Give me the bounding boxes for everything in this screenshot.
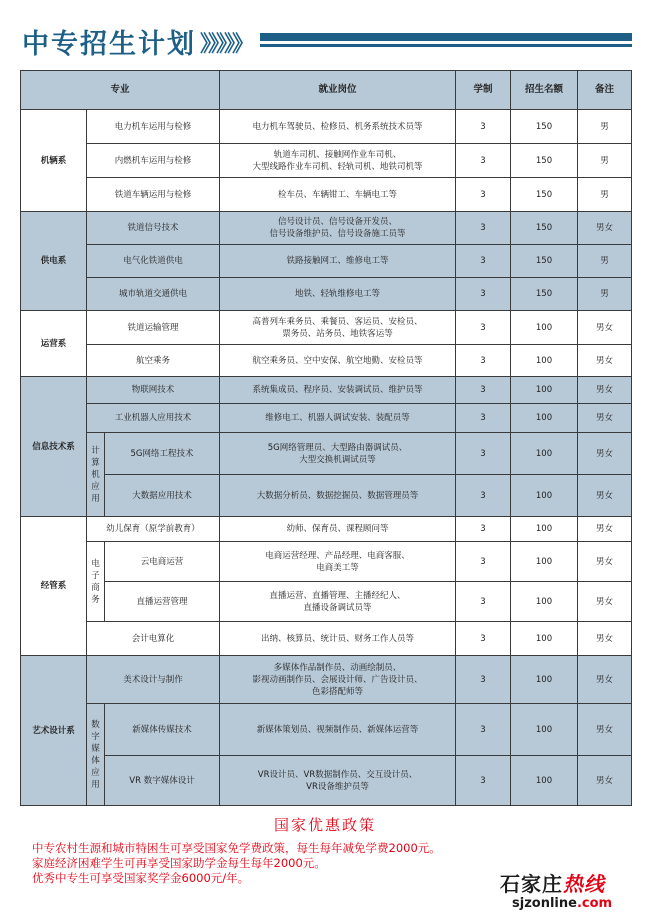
table-row (21, 278, 632, 311)
policy-title: 国家优惠政策 (273, 816, 376, 834)
major-cell: 铁道运输管理 (87, 311, 220, 345)
major-cell: 直播运营管理 (105, 582, 220, 622)
years-cell: 3 (456, 475, 511, 517)
remark-cell: 男女 (578, 622, 632, 656)
remark-cell: 男女 (578, 345, 632, 377)
table-row (21, 622, 632, 656)
quota-cell: 100 (511, 756, 578, 806)
subgroup-ecommerce: 电子商务 (87, 542, 105, 622)
policy-line: 家庭经济困难学生可再享受国家助学金每生每年2000元。 (32, 856, 326, 870)
table-row (21, 144, 632, 178)
table-row (21, 212, 632, 245)
header-remark: 备注 (578, 71, 632, 110)
quota-cell: 150 (511, 245, 578, 278)
quota-cell: 100 (511, 517, 578, 542)
table-row (21, 245, 632, 278)
remark-cell: 男女 (578, 377, 632, 404)
header-jobs: 就业岗位 (220, 71, 456, 110)
years-cell: 3 (456, 110, 511, 144)
quota-cell: 150 (511, 278, 578, 311)
table-header-row (21, 71, 632, 110)
table-row (21, 475, 632, 517)
remark-cell: 男 (578, 110, 632, 144)
remark-cell: 男女 (578, 517, 632, 542)
jobs-cell: 检车员、车辆钳工、车辆电工等 (220, 178, 456, 212)
table-row (21, 178, 632, 212)
years-cell: 3 (456, 622, 511, 656)
jobs-cell: 直播运营、直播管理、主播经纪人、 直播设备调试员等 (220, 582, 456, 622)
years-cell: 3 (456, 212, 511, 245)
major-cell: 铁道信号技术 (87, 212, 220, 245)
major-cell: 美术设计与制作 (87, 656, 220, 704)
watermark-logo-red: 热线 (563, 872, 605, 896)
page-title: 中专招生计划 (22, 29, 196, 60)
major-cell: VR 数字媒体设计 (105, 756, 220, 806)
major-cell: 内燃机车运用与检修 (87, 144, 220, 178)
table-row (21, 404, 632, 433)
watermark-site (512, 896, 612, 911)
jobs-cell: 维修电工、机器人调试安装、装配员等 (220, 404, 456, 433)
remark-cell: 男女 (578, 656, 632, 704)
quota-cell: 100 (511, 404, 578, 433)
dept-jiliang: 机辆系 (21, 110, 87, 212)
table-row (21, 345, 632, 377)
major-cell: 会计电算化 (87, 622, 220, 656)
jobs-cell: 多媒体作品制作员、动画绘制员、 影视动画制作员、会展设计师、广告设计员、 色彩搭配师等 (220, 656, 456, 704)
title-bar-thick (260, 33, 632, 41)
remark-cell: 男 (578, 178, 632, 212)
remark-cell: 男女 (578, 433, 632, 475)
watermark-site-red: .com (576, 896, 613, 911)
header-quota: 招生名额 (511, 71, 578, 110)
remark-cell: 男 (578, 144, 632, 178)
enrollment-table (20, 70, 632, 806)
dept-yishu: 艺术设计系 (21, 656, 87, 806)
major-cell: 物联网技术 (87, 377, 220, 404)
quota-cell: 100 (511, 475, 578, 517)
table-row (21, 311, 632, 345)
jobs-cell: 新媒体策划员、视频制作员、新媒体运营等 (220, 704, 456, 756)
years-cell: 3 (456, 144, 511, 178)
quota-cell: 150 (511, 110, 578, 144)
years-cell: 3 (456, 377, 511, 404)
years-cell: 3 (456, 345, 511, 377)
jobs-cell: 电力机车驾驶员、检修员、机务系统技术员等 (220, 110, 456, 144)
dept-yunying: 运营系 (21, 311, 87, 377)
years-cell: 3 (456, 542, 511, 582)
watermark-logo-black: 石家庄 (500, 872, 563, 896)
remark-cell: 男女 (578, 582, 632, 622)
header-years: 学制 (456, 71, 511, 110)
watermark-site-black: sjzonline (512, 896, 577, 911)
major-cell: 5G网络工程技术 (105, 433, 220, 475)
jobs-cell: 信号设计员、信号设备开发员、 信号设备维护员、信号设备施工员等 (220, 212, 456, 245)
dept-xinxi: 信息技术系 (21, 377, 87, 517)
subgroup-digital-media: 数字媒体应用 (87, 704, 105, 806)
years-cell: 3 (456, 433, 511, 475)
major-cell: 工业机器人应用技术 (87, 404, 220, 433)
jobs-cell: 地铁、轻轨维修电工等 (220, 278, 456, 311)
remark-cell: 男女 (578, 542, 632, 582)
jobs-cell: 航空乘务员、空中安保、航空地勤、安检员等 (220, 345, 456, 377)
policy-line: 优秀中专生可享受国家奖学金6000元/年。 (32, 871, 250, 885)
quota-cell: 100 (511, 622, 578, 656)
major-cell: 新媒体传媒技术 (105, 704, 220, 756)
title-bar-thin (260, 44, 632, 47)
subgroup-computer: 计算机应用 (87, 433, 105, 517)
quota-cell: 100 (511, 433, 578, 475)
remark-cell: 男女 (578, 756, 632, 806)
dept-gongdian: 供电系 (21, 212, 87, 311)
remark-cell: 男 (578, 278, 632, 311)
table-row (21, 433, 632, 475)
years-cell: 3 (456, 404, 511, 433)
table-row (21, 704, 632, 756)
quota-cell: 100 (511, 377, 578, 404)
major-cell: 城市轨道交通供电 (87, 278, 220, 311)
years-cell: 3 (456, 704, 511, 756)
quota-cell: 100 (511, 582, 578, 622)
remark-cell: 男女 (578, 404, 632, 433)
table-row (21, 582, 632, 622)
major-cell: 航空乘务 (87, 345, 220, 377)
header-major: 专业 (21, 71, 220, 110)
years-cell: 3 (456, 517, 511, 542)
quota-cell: 150 (511, 178, 578, 212)
major-cell: 铁道车辆运用与检修 (87, 178, 220, 212)
remark-cell: 男女 (578, 311, 632, 345)
quota-cell: 150 (511, 144, 578, 178)
jobs-cell: 铁路接触网工、维修电工等 (220, 245, 456, 278)
remark-cell: 男女 (578, 704, 632, 756)
years-cell: 3 (456, 311, 511, 345)
quota-cell: 100 (511, 542, 578, 582)
major-cell: 电气化铁道供电 (87, 245, 220, 278)
table-row (21, 756, 632, 806)
dept-jingguan: 经管系 (21, 517, 87, 656)
major-cell: 幼儿保育（原学前教育） (87, 517, 220, 542)
years-cell: 3 (456, 582, 511, 622)
table-row (21, 377, 632, 404)
jobs-cell: 系统集成员、程序员、安装调试员、维护员等 (220, 377, 456, 404)
jobs-cell: 高普列车乘务员、乘餐员、客运员、安检员、 票务员、站务员、地铁客运等 (220, 311, 456, 345)
quota-cell: 100 (511, 656, 578, 704)
major-cell: 大数据应用技术 (105, 475, 220, 517)
table-row (21, 656, 632, 704)
policy-line: 中专农村生源和城市特困生可享受国家免学费政策，每生每年减免学费2000元。 (32, 841, 441, 855)
remark-cell: 男 (578, 245, 632, 278)
remark-cell: 男女 (578, 475, 632, 517)
jobs-cell: 5G网络管理员、大型路由器调试员、 大型交换机调试员等 (220, 433, 456, 475)
watermark-logo (500, 868, 605, 897)
years-cell: 3 (456, 656, 511, 704)
jobs-cell: 出纳、核算员、统计员、财务工作人员等 (220, 622, 456, 656)
remark-cell: 男女 (578, 212, 632, 245)
major-cell: 云电商运营 (105, 542, 220, 582)
quota-cell: 100 (511, 345, 578, 377)
table-row (21, 517, 632, 542)
jobs-cell: 轨道车司机、接触网作业车司机、 大型线路作业车司机、轻轨司机、地铁司机等 (220, 144, 456, 178)
quota-cell: 100 (511, 704, 578, 756)
quota-cell: 100 (511, 311, 578, 345)
jobs-cell: 幼师、保育员、课程顾问等 (220, 517, 456, 542)
major-cell: 电力机车运用与检修 (87, 110, 220, 144)
years-cell: 3 (456, 756, 511, 806)
quota-cell: 150 (511, 212, 578, 245)
years-cell: 3 (456, 178, 511, 212)
jobs-cell: 电商运营经理、产品经理、电商客服、 电商美工等 (220, 542, 456, 582)
chevron-decoration: 》》》》》 (200, 32, 252, 57)
jobs-cell: 大数据分析员、数据挖掘员、数据管理员等 (220, 475, 456, 517)
years-cell: 3 (456, 278, 511, 311)
jobs-cell: VR设计员、VR数据制作员、交互设计员、 VR设备维护员等 (220, 756, 456, 806)
table-row (21, 110, 632, 144)
years-cell: 3 (456, 245, 511, 278)
table-row (21, 542, 632, 582)
